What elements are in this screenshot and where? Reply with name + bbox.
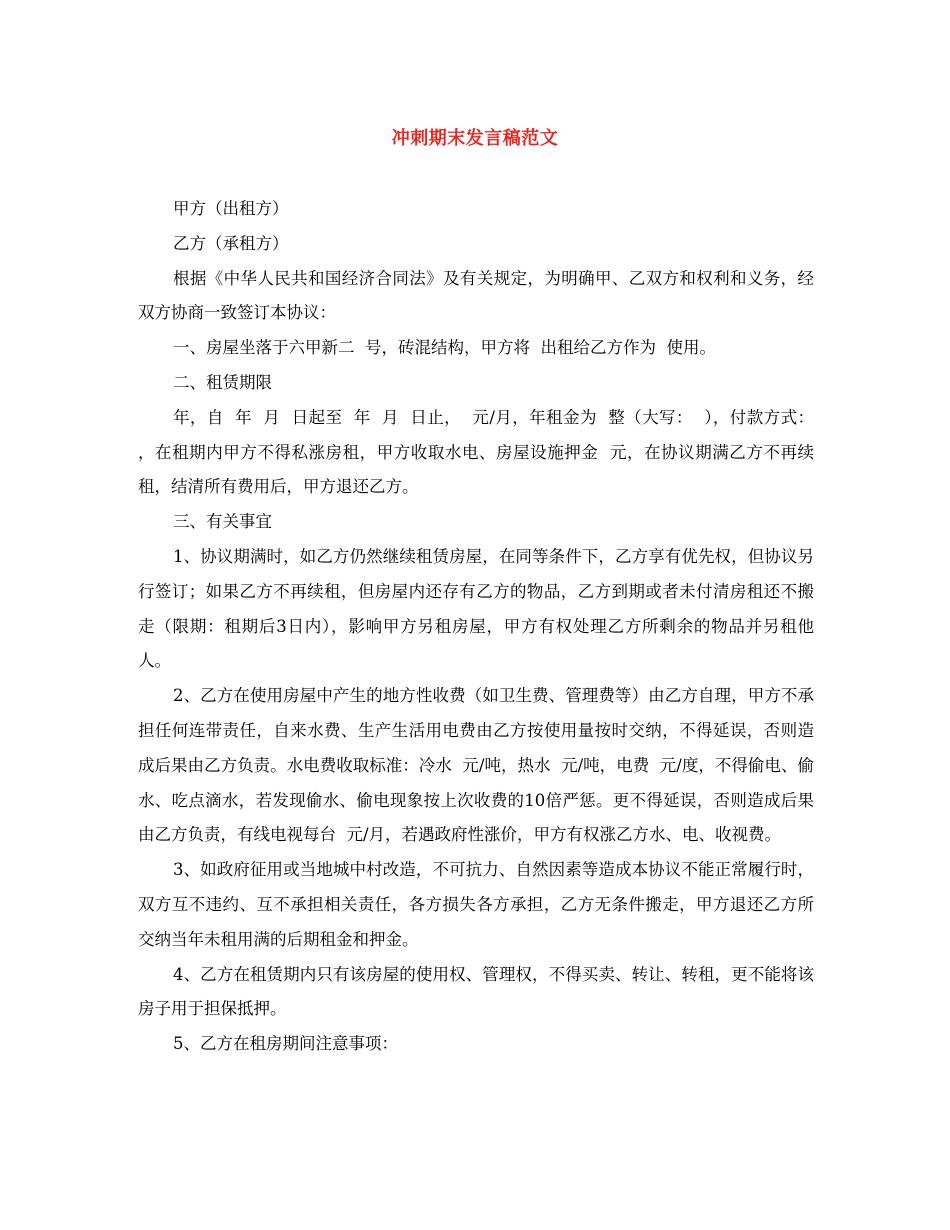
page-title: 冲刺期末发言稿范文 — [391, 128, 559, 149]
paragraph-item-2: 2、乙方在使用房屋中产生的地方性收费（如卫生费、管理费等）由乙方自理，甲方不承担任何连带责任，自来水费、生产生活用电费由乙方按使用量按时交纳，不得延误，否则造成后果由乙方负责。水电费收取标准：冷水 元/吨，热水 元/吨，电费 元/度，不得偷电、偷水、吃点滴水，若发现偷水、偷电现象按上次收费的10倍严惩。更不得延误，否则造成后果由乙方负责，有线电视每台 元/月，若遇政府性涨价，甲方有权涨乙方水、电、收视费。 — [138, 686, 814, 845]
paragraph-preamble: 根据《中华人民共和国经济合同法》及有关规定，为明确甲、乙双方和权利和义务，经双方协商一致签订本协议： — [138, 268, 814, 323]
paragraph-item-1: 1、协议期满时，如乙方仍然继续租赁房屋，在同等条件下，乙方享有优先权，但协议另行签订；如果乙方不再续租，但房屋内还存有乙方的物品，乙方到期或者未付清房租还不搬走（限期：租期后3日内），影响甲方另租房屋，甲方有权处理乙方所剩余的物品并另租他人。 — [138, 546, 814, 671]
paragraph-party-b: 乙方（承租方） — [173, 233, 289, 253]
paragraph-clause-2-heading: 二、租赁期限 — [173, 372, 272, 392]
paragraph-lease-term: 年，自 年 月 日起至 年 月 日止， 元/月，年租金为 整（大写： ），付款方式： ，在租期内甲方不得私涨房租，甲方收取水电、房屋设施押金 元，在协议期满乙方不再续租，结清所有费用后，甲方退还乙方。 — [138, 407, 825, 497]
paragraph-clause-1: 一、房屋坐落于六甲新二 号，砖混结构，甲方将 出租给乙方作为 使用。 — [173, 338, 716, 358]
paragraph-item-5: 5、乙方在租房期间注意事项： — [173, 1034, 398, 1054]
paragraph-item-4: 4、乙方在租赁期内只有该房屋的使用权、管理权，不得买卖、转让、转租，更不能将该房子用于担保抵押。 — [138, 964, 814, 1019]
paragraph-clause-3-heading: 三、有关事宜 — [173, 512, 272, 532]
document-body — [138, 192, 825, 1062]
paragraph-item-3: 3、如政府征用或当地城中村改造，不可抗力、自然因素等造成本协议不能正常履行时，双方互不违约、互不承担相关责任，各方损失各方承担，乙方无条件搬走，甲方退还乙方所交纳当年未租用满的后期租金和押金。 — [138, 860, 814, 949]
paragraph-party-a: 甲方（出租方） — [173, 199, 289, 218]
